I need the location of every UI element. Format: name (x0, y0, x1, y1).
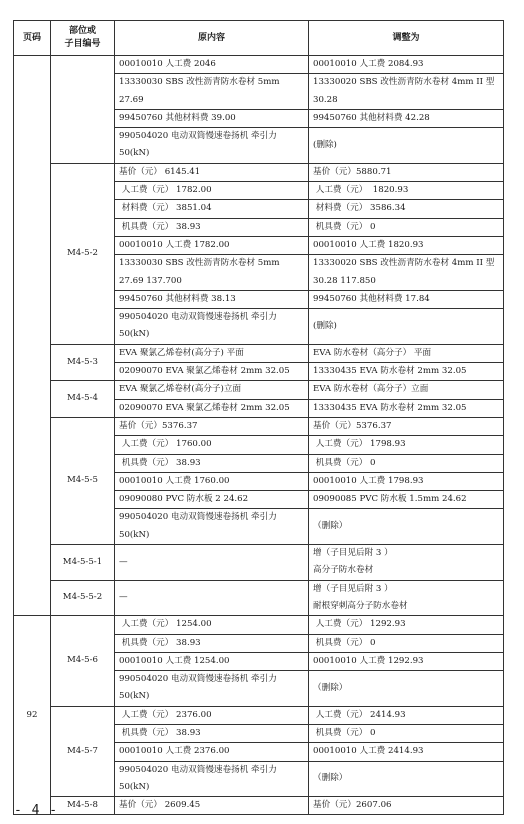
adjusted-content-cell: 机具费（元） 0 (309, 218, 504, 236)
adjusted-content-cell: 基价（元）2607.06 (309, 797, 504, 815)
adjusted-content-cell: 13330020 SBS 改性沥青防水卷材 4mm II 型 30.28 (309, 74, 504, 110)
page-number-cell (14, 56, 51, 616)
table-row (14, 344, 504, 362)
original-content-cell: 机具费（元） 38.93 (115, 724, 309, 742)
original-content-cell: 人工费（元） 1254.00 (115, 616, 309, 634)
original-content-cell: EVA 聚氯乙烯卷材(高分子)立面 (115, 381, 309, 399)
table-row (14, 580, 504, 616)
sub-item-code-cell: M4-5-7 (51, 706, 115, 796)
original-content-cell: 990504020 电动双筒慢速卷扬机 牵引力 50(kN) (115, 309, 309, 345)
table-row (14, 706, 504, 724)
adjusted-content-cell: 13330020 SBS 改性沥青防水卷材 4mm II 型 30.28 117.850 (309, 255, 504, 291)
adjusted-content-cell: 00010010 人工费 1820.93 (309, 236, 504, 254)
adjusted-content-cell: EVA 防水卷材（高分子） 平面 (309, 344, 504, 362)
original-content-cell: 人工费（元） 2376.00 (115, 706, 309, 724)
adjusted-content-cell: 人工费（元） 1820.93 (309, 182, 504, 200)
adjusted-content-cell: 09090085 PVC 防水板 1.5mm 24.62 (309, 491, 504, 509)
original-content-cell: 990504020 电动双筒慢速卷扬机 牵引力 50(kN) (115, 671, 309, 707)
adjusted-content-cell: 人工费（元） 2414.93 (309, 706, 504, 724)
original-content-cell: 990504020 电动双筒慢速卷扬机 牵引力 50(kN) (115, 128, 309, 164)
header-page: 页码 (14, 21, 51, 56)
adjusted-content-cell: 机具费（元） 0 (309, 724, 504, 742)
adjusted-content-cell: 增（子目见后附 3 ） 耐根穿刺高分子防水卷材 (309, 580, 504, 616)
adjusted-content-cell: （删除） (309, 509, 504, 545)
original-content-cell: 00010010 人工费 2376.00 (115, 743, 309, 761)
table-row (14, 163, 504, 181)
table-row (14, 797, 504, 815)
adjusted-content-cell: 13330435 EVA 防水卷材 2mm 32.05 (309, 399, 504, 417)
original-content-cell: 00010010 人工费 2046 (115, 56, 309, 74)
original-content-cell: 机具费（元） 38.93 (115, 218, 309, 236)
adjusted-content-cell: 00010010 人工费 1798.93 (309, 472, 504, 490)
sub-item-code-cell: M4-5-3 (51, 344, 115, 381)
adjusted-content-cell: 00010010 人工费 2414.93 (309, 743, 504, 761)
header-sub-item: 部位或 子目编号 (51, 21, 115, 56)
page-number-cell: 92 (14, 616, 51, 815)
adjusted-content-cell: 人工费（元） 1798.93 (309, 436, 504, 454)
adjusted-content-cell: 基价（元）5376.37 (309, 417, 504, 435)
adjusted-content-cell: 基价（元）5880.71 (309, 163, 504, 181)
adjusted-content-cell: 00010010 人工费 2084.93 (309, 56, 504, 74)
original-content-cell: 99450760 其他材料费 39.00 (115, 109, 309, 127)
original-content-cell: 990504020 电动双筒慢速卷扬机 牵引力 50(kN) (115, 509, 309, 545)
adjusted-content-cell: (删除) (309, 128, 504, 164)
original-content-cell: 990504020 电动双筒慢速卷扬机 牵引力 50(kN) (115, 761, 309, 797)
header-original: 原内容 (115, 21, 309, 56)
page-footer: - 4 - (14, 803, 59, 818)
table-row (14, 616, 504, 634)
table-row (14, 545, 504, 581)
adjusted-content-cell: 机具费（元） 0 (309, 454, 504, 472)
original-content-cell: 人工费（元） 1760.00 (115, 436, 309, 454)
original-content-cell: 材料费（元） 3851.04 (115, 200, 309, 218)
table-header-row (14, 21, 504, 56)
adjusted-content-cell: EVA 防水卷材（高分子）立面 (309, 381, 504, 399)
adjusted-content-cell: (删除) (309, 309, 504, 345)
adjusted-content-cell: 增（子目见后附 3 ） 高分子防水卷材 (309, 545, 504, 581)
header-adjusted: 调整为 (309, 21, 504, 56)
original-content-cell: — (115, 545, 309, 581)
adjusted-content-cell: 机具费（元） 0 (309, 634, 504, 652)
original-content-cell: 13330030 SBS 改性沥青防水卷材 5mm 27.69 (115, 74, 309, 110)
adjusted-content-cell: （删除） (309, 671, 504, 707)
original-content-cell: 人工费（元） 1782.00 (115, 182, 309, 200)
adjusted-content-cell: 99450760 其他材料费 17.84 (309, 290, 504, 308)
original-content-cell: EVA 聚氯乙烯卷材(高分子) 平面 (115, 344, 309, 362)
sub-item-code-cell: M4-5-2 (51, 163, 115, 344)
original-content-cell: 09090080 PVC 防水板 2 24.62 (115, 491, 309, 509)
original-content-cell: 13330030 SBS 改性沥青防水卷材 5mm 27.69 137.700 (115, 255, 309, 291)
table-row (14, 381, 504, 399)
adjusted-content-cell: 13330435 EVA 防水卷材 2mm 32.05 (309, 363, 504, 381)
original-content-cell: 机具费（元） 38.93 (115, 634, 309, 652)
adjusted-content-cell: （删除） (309, 761, 504, 797)
original-content-cell: 基价（元） 2609.45 (115, 797, 309, 815)
original-content-cell: 基价（元）5376.37 (115, 417, 309, 435)
adjusted-content-cell: 00010010 人工费 1292.93 (309, 652, 504, 670)
table-row (14, 417, 504, 435)
sub-item-code-cell (51, 56, 115, 164)
sub-item-code-cell: M4-5-5 (51, 417, 115, 544)
sub-item-code-cell: M4-5-4 (51, 381, 115, 418)
original-content-cell: 02090070 EVA 聚氯乙烯卷材 2mm 32.05 (115, 399, 309, 417)
original-content-cell: 基价（元） 6145.41 (115, 163, 309, 181)
adjustment-table (13, 20, 504, 815)
original-content-cell: 00010010 人工费 1782.00 (115, 236, 309, 254)
adjusted-content-cell: 材料费（元） 3586.34 (309, 200, 504, 218)
original-content-cell: 02090070 EVA 聚氯乙烯卷材 2mm 32.05 (115, 363, 309, 381)
adjusted-content-cell: 99450760 其他材料费 42.28 (309, 109, 504, 127)
original-content-cell: — (115, 580, 309, 616)
sub-item-code-cell: M4-5-8 (51, 797, 115, 815)
original-content-cell: 机具费（元） 38.93 (115, 454, 309, 472)
adjusted-content-cell: 人工费（元） 1292.93 (309, 616, 504, 634)
table-row (14, 56, 504, 74)
original-content-cell: 99450760 其他材料费 38.13 (115, 290, 309, 308)
original-content-cell: 00010010 人工费 1760.00 (115, 472, 309, 490)
sub-item-code-cell: M4-5-5-1 (51, 545, 115, 581)
sub-item-code-cell: M4-5-5-2 (51, 580, 115, 616)
sub-item-code-cell: M4-5-6 (51, 616, 115, 706)
original-content-cell: 00010010 人工费 1254.00 (115, 652, 309, 670)
